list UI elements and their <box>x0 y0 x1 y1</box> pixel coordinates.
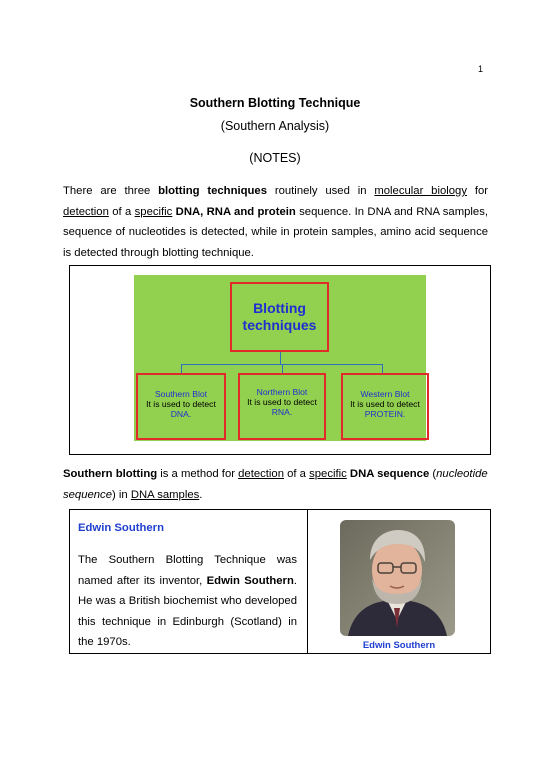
diagram-root-box: Blotting techniques <box>230 282 329 352</box>
document-subtitle: (Southern Analysis) <box>220 119 330 133</box>
connector-line <box>282 364 283 373</box>
page-number: 1 <box>478 64 484 74</box>
western-blot-node: Western Blot It is used to detect PROTEIN. <box>341 373 429 440</box>
inventor-description: The Southern Blotting Technique was named after its inventor, Edwin Southern. He was a British biochemist who developed this technique in Edinburgh (Scotland) in the 1970s. <box>78 554 297 648</box>
table-divider <box>307 510 308 653</box>
portrait-caption: Edwin Southern <box>362 640 436 651</box>
document-title: Southern Blotting Technique <box>189 96 361 110</box>
connector-line <box>382 364 383 373</box>
intro-paragraph: There are three blotting techniques routinely used in molecular biology for detection of a specific DNA, RNA and protein sequence. In DNA and RNA samples, sequence of nucleotides is detected, while in protein samples, amino acid sequence is detected through blotting technique. <box>63 185 489 259</box>
northern-blot-node: Northern Blot It is used to detect RNA. <box>238 373 326 440</box>
figure-frame <box>69 265 491 455</box>
inventor-heading: Edwin Southern <box>78 522 164 534</box>
inventor-portrait <box>340 520 455 636</box>
connector-line <box>280 352 281 364</box>
definition-paragraph: Southern blotting is a method for detection of a specific DNA sequence (nucleotide sequence) in DNA samples. <box>63 468 488 501</box>
southern-blot-node: Southern Blot It is used to detect DNA. <box>136 373 226 440</box>
inventor-table <box>69 509 491 654</box>
connector-line <box>181 364 182 373</box>
notes-label: (NOTES) <box>249 151 301 165</box>
blotting-diagram <box>134 275 426 441</box>
